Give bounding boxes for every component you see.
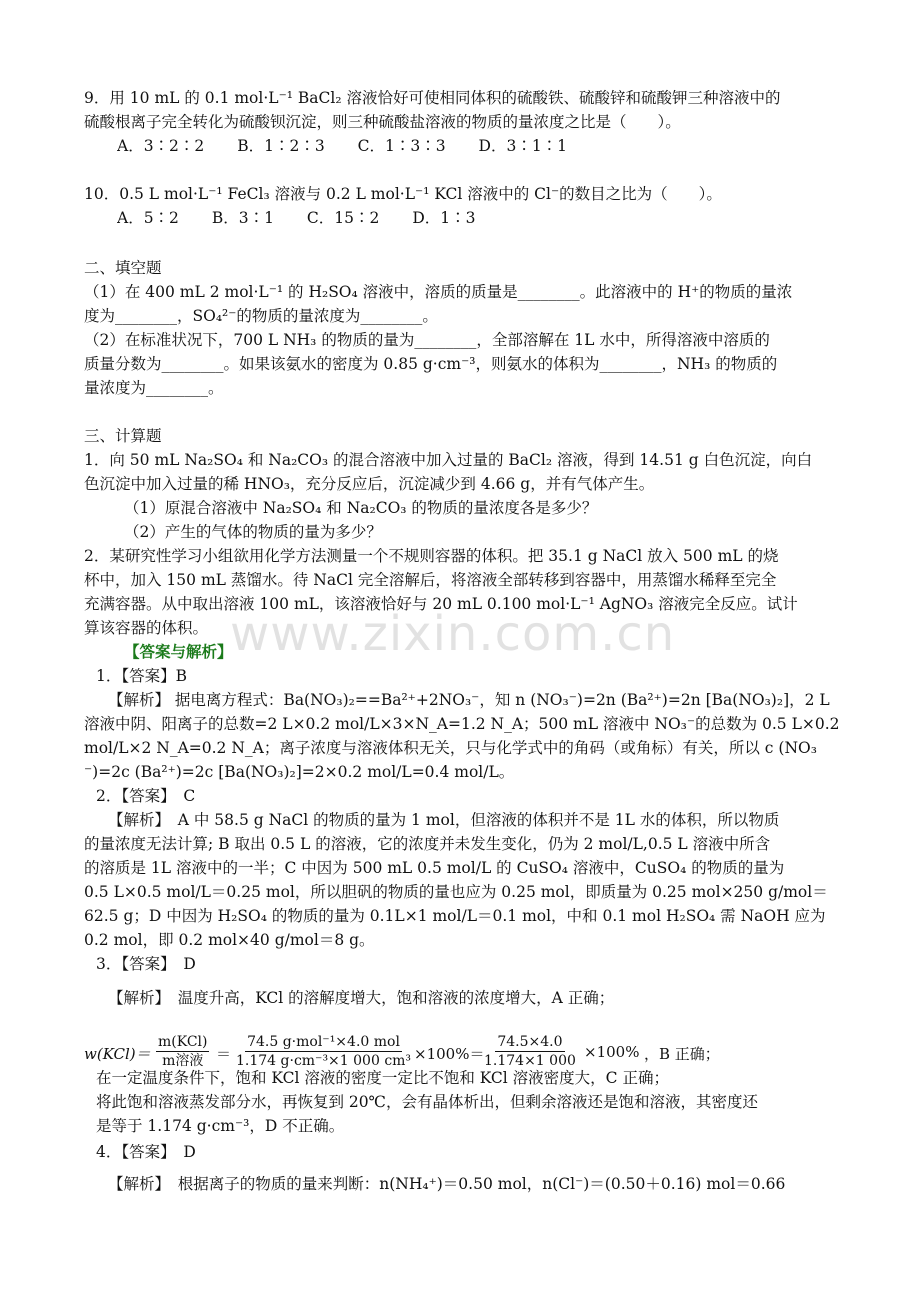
q9-options <box>117 134 917 158</box>
s3-q1-sub: （1）原混合溶液中 Na₂SO₄ 和 Na₂CO₃ 的物质的量浓度各是多少？ <box>124 499 598 517</box>
q10-option-b: B．3∶1 <box>211 209 274 227</box>
formula-f1-denominator: m溶液 <box>162 1053 204 1069</box>
formula-tail: ，B 正确； <box>644 1045 720 1063</box>
s3-q1-line: 1．向 50 mL Na₂SO₄ 和 Na₂CO₃ 的混合溶液中加入过量的 BaCl₂ 溶液，得到 14.51 g 白色沉淀，向白 <box>84 451 813 469</box>
a2-line: 0.2 mol，即 0.2 mol×40 g/mol＝8 g。 <box>84 931 375 949</box>
formula-f2-numerator: 74.5 g·mol⁻¹×4.0 mol <box>247 1034 400 1050</box>
a1-line: 溶液中阴、阳离子的总数=2 L×0.2 mol/L×3×N_A=1.2 N_A；500 mL 溶液中 NO₃⁻的总数为 0.5 L×0.2 <box>84 715 840 733</box>
s3-q2-line: 2．某研究性学习小组欲用化学方法测量一个不规则容器的体积。把 35.1 g NaCl 放入 500 mL 的烧 <box>84 547 779 565</box>
a2-line: 【解析】 A 中 58.5 g NaCl 的物质的量为 1 mol，但溶液的体积并不是 1L 水的体积，所以物质 <box>108 811 780 829</box>
section2-line: 量浓度为________。 <box>84 379 224 397</box>
a2-line: 62.5 g；D 中因为 H₂SO₄ 的物质的量为 0.1L×1 mol/L＝0.1 mol，中和 0.1 mol H₂SO₄ 需 NaOH 应为 <box>84 907 826 925</box>
section3-title: 三、计算题 <box>84 427 162 445</box>
a1-answer: 1．【答案】B <box>96 667 188 685</box>
a3-line: 【解析】 温度升高，KCl 的溶解度增大，饱和溶液的浓度增大，A 正确； <box>108 989 615 1007</box>
s3-q2-line: 充满容器。从中取出溶液 100 mL，该溶液恰好与 20 mL 0.100 mol·L⁻¹ AgNO₃ 溶液完全反应。试计 <box>84 595 798 613</box>
q10-option-d: D．1∶3 <box>412 209 476 227</box>
formula-percent-2: ×100% <box>584 1043 640 1061</box>
formula-percent-1: ×100%＝ <box>414 1045 485 1063</box>
q10-option-c: C．15∶2 <box>306 209 380 227</box>
a1-line: ⁻)=2c (Ba²⁺)=2c [Ba(NO₃)₂]=2×0.2 mol/L=0.4 mol/L。 <box>84 763 515 781</box>
section2-title: 二、填空题 <box>84 259 162 277</box>
q10-option-a: A．5∶2 <box>117 209 179 227</box>
q9-line-1: 9．用 10 mL 的 0.1 mol·L⁻¹ BaCl₂ 溶液恰好可使相同体积的硫酸铁、硫酸锌和硫酸钾三种溶液中的 <box>84 89 781 107</box>
a2-line: 0.5 L×0.5 mol/L＝0.25 mol，所以胆矾的物质的量也应为 0.25 mol，即质量为 0.25 mol×250 g/mol＝ <box>84 883 828 901</box>
s3-q1-line: 色沉淀中加入过量的稀 HNO₃，充分反应后，沉淀减少到 4.66 g，并有气体产生。 <box>84 475 655 493</box>
a2-line: 的量浓度无法计算; B 取出 0.5 L 的溶液，它的浓度并未发生变化，仍为 2 mol/L,0.5 L 溶液中所含 <box>84 835 771 853</box>
q9-option-c: C．1∶3∶3 <box>357 137 446 155</box>
s3-q2-line: 杯中，加入 150 mL 蒸馏水。待 NaCl 完全溶解后，将溶液全部转移到容器中，用蒸馏水稀释至完全 <box>84 571 777 589</box>
formula-fraction-3 <box>482 1033 578 1070</box>
a3-line: 是等于 1.174 g·cm⁻³，D 不正确。 <box>96 1117 345 1135</box>
a3-line: 在一定温度条件下，饱和 KCl 溶液的密度一定比不饱和 KCl 溶液密度大，C 正确； <box>96 1069 669 1087</box>
section2-line: （1）在 400 mL 2 mol·L⁻¹ 的 H₂SO₄ 溶液中，溶质的质量是________。此溶液中的 H⁺的物质的量浓 <box>84 283 793 301</box>
s3-q1-sub: （2）产生的气体的物质的量为多少？ <box>124 523 382 541</box>
formula-f1-numerator: m(KCl) <box>158 1034 208 1050</box>
q10-line-1: 10．0.5 L mol·L⁻¹ FeCl₃ 溶液与 0.2 L mol·L⁻¹ KCl 溶液中的 Cl⁻的数目之比为（ ）。 <box>84 185 722 203</box>
formula-f2-denominator: 1.174 g·cm⁻³×1 000 cm³ <box>236 1053 412 1069</box>
a3-answer: 3．【答案】 D <box>96 955 196 973</box>
q10-options <box>117 206 917 230</box>
a1-line: mol/L×2 N_A=0.2 N_A；离子浓度与溶液体积无关，只与化学式中的角码（或角标）有关，所以 c (NO₃ <box>84 739 817 757</box>
q9-option-b: B．1∶2∶3 <box>237 137 325 155</box>
a2-answer: 2．【答案】 C <box>96 787 196 805</box>
section2-line: 质量分数为________。如果该氨水的密度为 0.85 g·cm⁻³，则氨水的体积为________，NH₃ 的物质的 <box>84 355 778 373</box>
watermark: www.zixin.com.cn <box>230 606 676 662</box>
q9-option-d: D．3∶1∶1 <box>478 137 568 155</box>
a1-line: 【解析】 据电离方程式：Ba(NO₃)₂==Ba²⁺+2NO₃⁻，知 n (NO₃⁻)=2n (Ba²⁺)=2n [Ba(NO₃)₂]，2 L <box>108 691 830 709</box>
a2-line: 的溶质是 1L 溶液中的一半；C 中因为 500 mL 0.5 mol/L 的 CuSO₄ 溶液中，CuSO₄ 的物质的量为 <box>84 859 785 877</box>
q9-option-a: A．3∶2∶2 <box>117 137 205 155</box>
formula-f3-numerator: 74.5×4.0 <box>497 1034 563 1050</box>
a4-answer: 4．【答案】 D <box>96 1143 196 1161</box>
formula-equals: ＝ <box>216 1045 232 1063</box>
q9-line-2: 硫酸根离子完全转化为硫酸钡沉淀，则三种硫酸盐溶液的物质的量浓度之比是（ ）。 <box>84 113 681 131</box>
formula-fraction-1 <box>156 1033 209 1070</box>
formula-fraction-2 <box>234 1033 413 1070</box>
a4-line: 【解析】 根据离子的物质的量来判断：n(NH₄⁺)＝0.50 mol，n(Cl⁻)＝(0.50＋0.16) mol＝0.66 <box>108 1175 786 1193</box>
formula-f3-denominator: 1.174×1 000 <box>484 1053 576 1069</box>
formula-lhs: w(KCl)＝ <box>84 1045 151 1063</box>
a3-line: 将此饱和溶液蒸发部分水，再恢复到 20℃，会有晶体析出，但剩余溶液还是饱和溶液，其密度还 <box>96 1093 758 1111</box>
answers-heading: 【答案与解析】 <box>124 642 233 661</box>
section2-line: （2）在标准状况下，700 L NH₃ 的物质的量为________，全部溶解在 1L 水中，所得溶液中溶质的 <box>84 331 770 349</box>
section2-line: 度为________，SO₄²⁻的物质的量浓度为________。 <box>84 307 438 325</box>
s3-q2-line: 算该容器的体积。 <box>84 619 209 637</box>
